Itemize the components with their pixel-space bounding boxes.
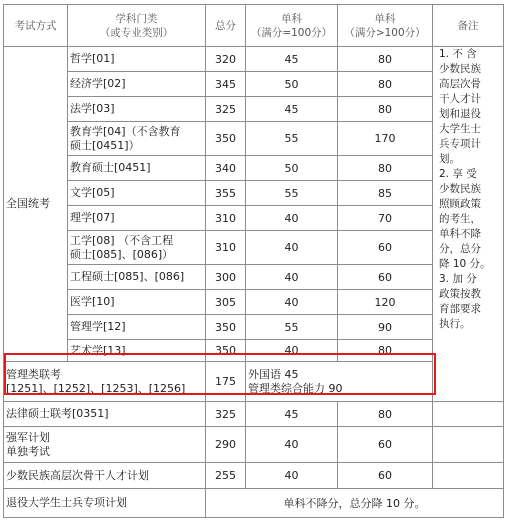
single-100-cell: 55	[246, 181, 338, 206]
total-cell: 340	[206, 156, 246, 181]
law-single-gt100: 80	[338, 402, 433, 427]
header-row	[4, 5, 504, 47]
total-cell: 350	[206, 315, 246, 340]
law-label: 法律硕士联考[0351]	[4, 402, 206, 427]
subject-line: 硕士[085]、[086]）	[70, 247, 174, 261]
single-100-cell: 40	[246, 265, 338, 290]
management-combo-line1: 外国语 45	[248, 367, 299, 381]
single-gt100-cell: 70	[338, 206, 433, 231]
single-100-cell: 45	[246, 47, 338, 72]
law-single-100: 45	[246, 402, 338, 427]
single-100-cell: 40	[246, 290, 338, 315]
single-gt100-cell: 120	[338, 290, 433, 315]
management-combo-line2: 管理类综合能力 90	[248, 381, 343, 395]
table-row	[4, 315, 504, 340]
table-row-management	[4, 362, 504, 402]
subject-cell	[68, 122, 206, 156]
header-single-gt100	[338, 5, 433, 47]
minority-single-100: 40	[246, 463, 338, 489]
qiangjun-label-cell	[4, 427, 206, 463]
subject-cell: 艺术学[13]	[68, 340, 206, 362]
table-row	[4, 340, 504, 362]
subject-cell: 理学[07]	[68, 206, 206, 231]
minority-total: 255	[206, 463, 246, 489]
single-gt100-cell: 60	[338, 231, 433, 265]
subject-line: 教育学[04]（不含教育	[70, 124, 181, 138]
single-gt100-cell: 80	[338, 47, 433, 72]
single-100-cell: 50	[246, 72, 338, 97]
note-cell	[433, 47, 504, 402]
header-single-gt100-line2: （满分>100分）	[344, 26, 426, 39]
subject-line: 工学[08] （不含工程	[70, 233, 174, 247]
total-cell: 355	[206, 181, 246, 206]
header-total: 总分	[206, 5, 246, 47]
single-gt100-cell: 90	[338, 315, 433, 340]
single-100-cell: 40	[246, 206, 338, 231]
subject-cell: 工程硕士[085]、[086]	[68, 265, 206, 290]
qiangjun-line1: 强军计划	[6, 430, 50, 444]
header-category-line1: 学科门类	[115, 12, 158, 25]
single-100-cell: 50	[246, 156, 338, 181]
veteran-label: 退役大学生士兵专项计划	[4, 489, 206, 518]
subject-cell: 管理学[12]	[68, 315, 206, 340]
subject-cell: 经济学[02]	[68, 72, 206, 97]
single-gt100-cell: 80	[338, 156, 433, 181]
veteran-text: 单科不降分，总分降 10 分。	[206, 489, 504, 518]
header-single-gt100-line1: 单科	[374, 12, 396, 25]
table-row	[4, 265, 504, 290]
table-row	[4, 156, 504, 181]
header-single-100-line2: （满分=100分）	[250, 26, 333, 39]
subject-line: 硕士[0451]）	[70, 138, 140, 152]
single-gt100-cell: 60	[338, 265, 433, 290]
subject-cell: 法学[03]	[68, 97, 206, 122]
header-single-100-line1: 单科	[281, 12, 302, 25]
score-table	[3, 4, 504, 518]
table-row	[4, 72, 504, 97]
total-cell: 300	[206, 265, 246, 290]
table-row	[4, 47, 504, 72]
table-row-minority	[4, 463, 504, 489]
total-cell: 350	[206, 340, 246, 362]
qiangjun-line2: 单独考试	[6, 444, 50, 458]
qiangjun-note-empty	[433, 427, 504, 463]
note-text: 1. 不 含 少数民族 高层次骨 干人才计 划和退役 大学生士 兵专项计 划。 2. 享 受 少数民族 照顾政策 的考生， 单科不降 分，总分 降 10 分。 3. 加 分 政策按教 育部要求 执行。	[439, 48, 491, 330]
header-note: 备注	[433, 5, 504, 47]
single-gt100-cell: 80	[338, 340, 433, 362]
header-category-line2: （或专业类别）	[99, 26, 174, 39]
subject-cell	[68, 231, 206, 265]
management-total: 175	[206, 362, 246, 402]
table-row-law	[4, 402, 504, 427]
management-line2: [1251]、[1252]、[1253]、[1256]	[6, 381, 186, 395]
table-row	[4, 122, 504, 156]
qiangjun-single-100: 40	[246, 427, 338, 463]
header-single-100	[246, 5, 338, 47]
mode-national: 全国统考	[4, 47, 68, 362]
total-cell: 325	[206, 97, 246, 122]
table-row-veteran	[4, 489, 504, 518]
single-gt100-cell: 170	[338, 122, 433, 156]
table-row	[4, 181, 504, 206]
subject-cell: 哲学[01]	[68, 47, 206, 72]
single-100-cell: 55	[246, 315, 338, 340]
single-100-cell: 45	[246, 97, 338, 122]
table-row	[4, 290, 504, 315]
table-row	[4, 97, 504, 122]
total-cell: 350	[206, 122, 246, 156]
minority-label: 少数民族高层次骨干人才计划	[4, 463, 206, 489]
table-row-qiangjun	[4, 427, 504, 463]
header-category	[68, 5, 206, 47]
total-cell: 345	[206, 72, 246, 97]
total-cell: 310	[206, 206, 246, 231]
total-cell: 320	[206, 47, 246, 72]
subject-cell: 医学[10]	[68, 290, 206, 315]
subject-cell: 文学[05]	[68, 181, 206, 206]
management-combo-cell	[246, 362, 433, 402]
qiangjun-single-gt100: 60	[338, 427, 433, 463]
law-note-empty	[433, 402, 504, 427]
management-line1: 管理类联考	[6, 367, 61, 381]
single-100-cell: 40	[246, 340, 338, 362]
total-cell: 305	[206, 290, 246, 315]
single-100-cell: 55	[246, 122, 338, 156]
management-label-cell	[4, 362, 206, 402]
table-row	[4, 231, 504, 265]
single-100-cell: 40	[246, 231, 338, 265]
law-total: 325	[206, 402, 246, 427]
header-mode: 考试方式	[4, 5, 68, 47]
qiangjun-total: 290	[206, 427, 246, 463]
single-gt100-cell: 80	[338, 72, 433, 97]
single-gt100-cell: 80	[338, 97, 433, 122]
subject-cell: 教育硕士[0451]	[68, 156, 206, 181]
minority-note-empty	[433, 463, 504, 489]
table-row	[4, 206, 504, 231]
total-cell: 310	[206, 231, 246, 265]
minority-single-gt100: 60	[338, 463, 433, 489]
single-gt100-cell: 85	[338, 181, 433, 206]
